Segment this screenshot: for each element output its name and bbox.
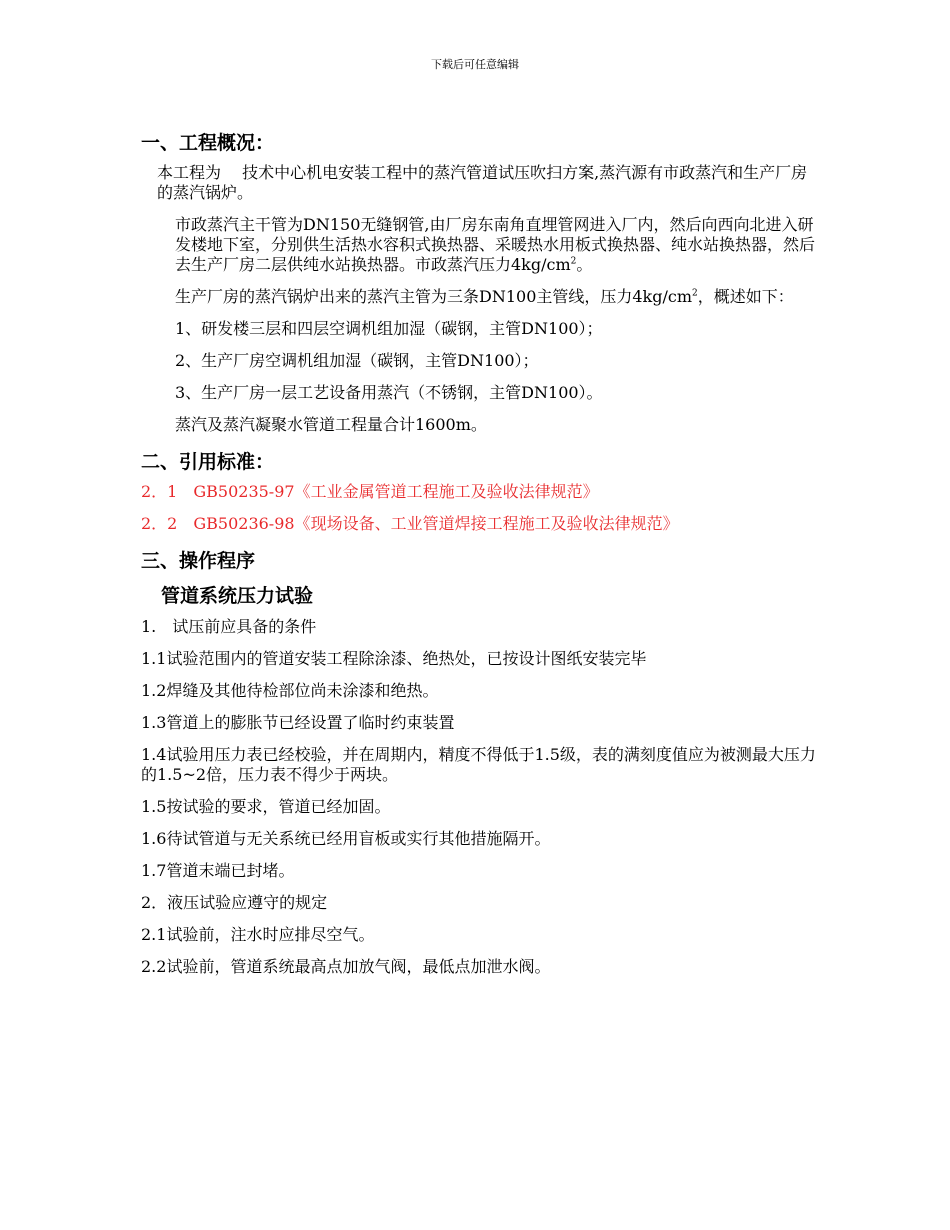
procedure-line: 1.1试验范围内的管道安装工程除涂漆、绝热处，已按设计图纸安装完毕 — [141, 649, 647, 668]
procedure-line: 2.2试验前，管道系统最高点加放气阀，最低点加泄水阀。 — [141, 957, 551, 976]
procedure-line: 1.7管道末端已封堵。 — [141, 861, 295, 880]
list-item: 2、生产厂房空调机组加湿（碳钢，主管DN100）； — [175, 351, 539, 370]
procedure-line: 1.2焊缝及其他待检部位尚未涂漆和绝热。 — [141, 681, 439, 700]
section-1-heading: 一、工程概况： — [141, 132, 275, 154]
paragraph-2-text: 市政蒸汽主干管为DN150无缝钢管,由厂房东南角直埋管网进入厂内，然后向西向北进入研发楼地下室，分别供生活热水容积式换热器、采暖热水用板式换热器、纯水站换热器，然后去生产厂房二层供纯水站换热器。市政蒸汽压力4kg/cm — [175, 215, 816, 274]
section-2-heading: 二、引用标准： — [141, 451, 275, 473]
section-3-heading: 三、操作程序 — [141, 550, 256, 572]
paragraph-3-end: ，概述如下： — [697, 287, 794, 306]
standard-item: 2．1 GB50235-97《工业金属管道工程施工及验收法律规范》 — [141, 482, 599, 501]
section-1-summary: 蒸汽及蒸汽凝聚水管道工程量合计1600m。 — [175, 415, 487, 434]
procedure-line: 1.6待试管道与无关系统已经用盲板或实行其他措施隔开。 — [141, 829, 551, 848]
document-body — [141, 128, 821, 989]
superscript-2: 2 — [692, 288, 698, 299]
list-item: 3、生产厂房一层工艺设备用蒸汽（不锈钢，主管DN100）。 — [175, 383, 603, 402]
section-1-paragraph-2 — [141, 215, 821, 275]
procedure-line: 1.5按试验的要求，管道已经加固。 — [141, 797, 391, 816]
section-3-subheading: 管道系统压力试验 — [161, 585, 314, 607]
procedure-line: 1. 试压前应具备的条件 — [141, 617, 317, 636]
paragraph-3-text: 生产厂房的蒸汽锅炉出来的蒸汽主管为三条DN100主管线，压力4kg/cm — [175, 287, 693, 306]
section-1-paragraph-1: 本工程为 技术中心机电安装工程中的蒸汽管道试压吹扫方案,蒸汽源有市政蒸汽和生产厂房的蒸汽锅炉。 — [157, 163, 808, 202]
standard-item: 2．2 GB50236-98《现场设备、工业管道焊接工程施工及验收法律规范》 — [141, 514, 679, 533]
procedure-line: 2.1试验前，注水时应排尽空气。 — [141, 925, 375, 944]
procedure-line: 2．液压试验应遵守的规定 — [141, 893, 328, 912]
paragraph-2-end: 。 — [576, 255, 593, 274]
list-item: 1、研发楼三层和四层空调机组加湿（碳钢，主管DN100）； — [175, 319, 603, 338]
procedure-line: 1.3管道上的膨胀节已经设置了临时约束装置 — [141, 713, 455, 732]
page-header: 下载后可任意编辑 — [431, 58, 519, 71]
superscript-2: 2 — [570, 256, 577, 267]
section-1-paragraph-3 — [141, 287, 821, 307]
procedure-line-1-4: 1.4试验用压力表已经校验，并在周期内，精度不得低于1.5级，表的满刻度值应为被测最大压力的1.5~2倍，压力表不得少于两块。 — [141, 745, 816, 784]
